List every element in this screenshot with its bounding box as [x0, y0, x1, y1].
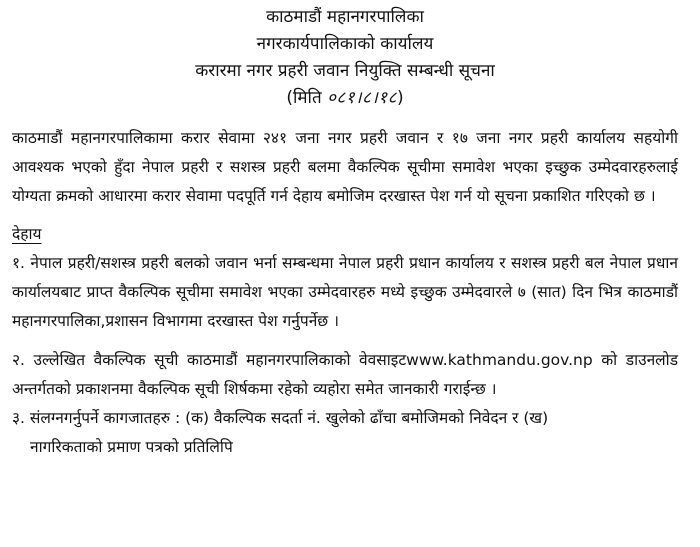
list-item: १. नेपाल प्रहरी/सशस्त्र प्रहरी बलको जवान भर्ना सम्बन्धमा नेपाल प्रहरी प्रधान कार्यालय र सशस्त्र प्रहरी बल नेपाल प्रधान कार्यालयबाट प्राप्त वैकल्पिक सूचीमा समावेश भएका उम्मेदवारहरु मध्ये इच्छुक उम्मेदवारले ७ (सात) दिन भित्र काठमाडौं महानगरपालिका,प्रशासन विभागमा दरखास्त पेश गर्नुपर्नेछ । — [12, 254, 678, 330]
date-prefix: (मिति — [286, 88, 328, 108]
date-suffix: ) — [397, 88, 404, 108]
list-item: २. उल्लेखित वैकल्पिक सूची काठमाडौं महानगरपालिकाको वेवसाइटwww.kathmandu.gov.np को डाउनलोड अन्तर्गतको प्रकाशनमा वैकल्पिक सूची शिर्षकमा रहेको व्यहोरा समेत जानकारी गराईन्छ । — [12, 351, 678, 398]
list-item-continuation: नागरिकताको प्रमाण पत्रको प्रतिलिपि — [30, 438, 233, 456]
notice-date — [12, 85, 678, 112]
section-title: देहाय — [12, 225, 42, 243]
organization-name: काठमाडौं महानगरपालिका — [266, 7, 424, 27]
list-item — [12, 404, 678, 462]
date-value: ०८१।८।१८ — [327, 88, 397, 108]
notice-title: करारमा नगर प्रहरी जवान नियुक्ति सम्बन्धी सूचना — [195, 61, 495, 81]
list-item-line: ३. संलग्नगर्नुपर्ने कागजातहरु : (क) वैकल्पिक सदर्ता नं. खुलेको ढाँचा बमोजिमको निवेदन र (ख) — [12, 409, 549, 427]
intro-paragraph: काठमाडौं महानगरपालिकामा करार सेवामा २४१ जना नगर प्रहरी जवान र १७ जना नगर प्रहरी कार्यालय सहयोगी आवश्यक भएको हुँदा नेपाल प्रहरी र सशस्त्र प्रहरी बलमा वैकल्पिक सूचीमा समावेश भएका इच्छुक उम्मेदवारहरुलाई योग्यता क्रमको आधारमा करार सेवामा पदपूर्ति गर्न देहाय बमोजिम दरखास्त पेश गर्न यो सूचना प्रकाशित गरिएको छ । — [12, 129, 678, 205]
office-name: नगरकार्यपालिकाको कार्यालय — [256, 34, 434, 54]
notice-header — [12, 0, 678, 112]
